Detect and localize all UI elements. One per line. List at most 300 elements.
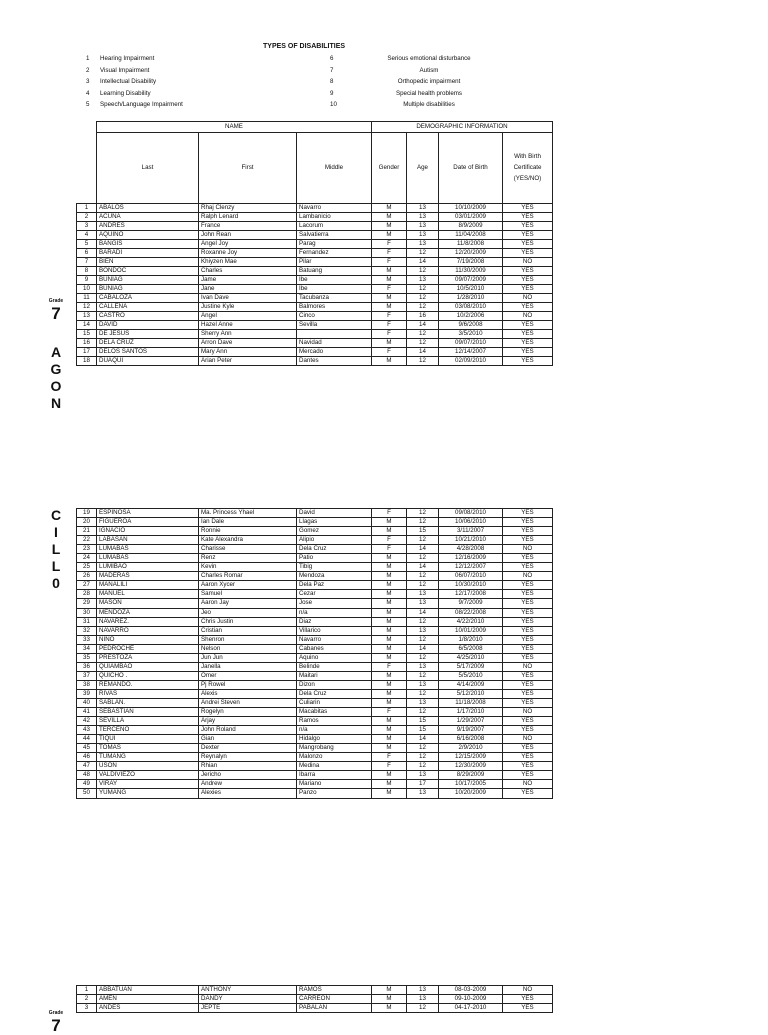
date-of-birth: 12/14/2007 <box>439 348 503 357</box>
legend-number: 9 <box>330 89 334 97</box>
last-name: MASON <box>97 599 199 608</box>
birth-certificate: YES <box>503 509 553 518</box>
row-number: 6 <box>77 248 97 257</box>
row-number: 41 <box>77 708 97 717</box>
date-of-birth: 4/22/2010 <box>439 617 503 626</box>
gender: F <box>372 248 407 257</box>
birth-certificate: YES <box>503 266 553 275</box>
table-row <box>77 626 553 635</box>
gender: M <box>372 744 407 753</box>
first-name: Andrei Steven <box>199 698 297 707</box>
birth-certificate: YES <box>503 339 553 348</box>
row-number: 12 <box>77 303 97 312</box>
last-name: PRESTOZA <box>97 653 199 662</box>
first-name: Sherry Ann <box>199 330 297 339</box>
row-number: 13 <box>77 312 97 321</box>
legend-label: Intellectual Disability <box>100 78 157 85</box>
table-row <box>77 789 553 798</box>
gender: M <box>372 717 407 726</box>
birth-certificate: NO <box>503 662 553 671</box>
row-number: 1 <box>77 203 97 212</box>
table-row <box>77 995 553 1004</box>
gender: M <box>372 527 407 536</box>
date-of-birth: 5/17/2009 <box>439 662 503 671</box>
birth-certificate: YES <box>503 239 553 248</box>
legend-number: 2 <box>86 66 90 74</box>
first-name: Kevin <box>199 563 297 572</box>
last-name: LUMABAS <box>97 554 199 563</box>
legend-label: Hearing Impairment <box>100 55 155 62</box>
gender: F <box>372 708 407 717</box>
first-name: Ivan Dave <box>199 293 297 302</box>
table-row <box>77 698 553 707</box>
last-name: SEBASTIAN <box>97 708 199 717</box>
birth-certificate: YES <box>503 608 553 617</box>
date-of-birth: 2/9/2010 <box>439 744 503 753</box>
date-of-birth: 12/20/2009 <box>439 248 503 257</box>
table-row <box>77 608 553 617</box>
first-name: Khiyzen Mae <box>199 257 297 266</box>
last-name: ABBATUAN <box>97 986 199 995</box>
row-number: 21 <box>77 527 97 536</box>
date-of-birth: 10/5/2010 <box>439 284 503 293</box>
age: 12 <box>407 671 439 680</box>
birth-certificate: YES <box>503 221 553 230</box>
last-name: QUICHO . <box>97 671 199 680</box>
header-demographic: DEMOGRAPHIC INFORMATION <box>372 122 553 133</box>
birth-certificate: NO <box>503 572 553 581</box>
middle-name: Dantes <box>297 357 372 366</box>
table-row <box>77 321 553 330</box>
legend-number: 7 <box>330 66 334 74</box>
table-row <box>77 771 553 780</box>
table-row <box>77 653 553 662</box>
table-row <box>77 266 553 275</box>
birth-certificate: YES <box>503 284 553 293</box>
header-dob: Date of Birth <box>439 133 503 204</box>
first-name: Ronnie <box>199 527 297 536</box>
table-row <box>77 275 553 284</box>
birth-certificate: YES <box>503 617 553 626</box>
table-row <box>77 212 553 221</box>
table-row <box>77 339 553 348</box>
date-of-birth: 11/8/2008 <box>439 239 503 248</box>
middle-name: Salvatierra <box>297 230 372 239</box>
first-name: Nelson <box>199 644 297 653</box>
row-number: 2 <box>77 995 97 1004</box>
birth-certificate: YES <box>503 653 553 662</box>
last-name: YUMANG <box>97 789 199 798</box>
section-name-cillo: C I L L 0 <box>50 507 62 591</box>
birth-certificate: YES <box>503 698 553 707</box>
legend-label: Learning Disability <box>100 89 151 97</box>
birth-certificate: YES <box>503 203 553 212</box>
age: 14 <box>407 608 439 617</box>
birth-certificate: YES <box>503 1004 553 1013</box>
middle-name: Hidalgo <box>297 735 372 744</box>
birth-certificate: YES <box>503 563 553 572</box>
first-name: Rhaj Clenzy <box>199 203 297 212</box>
gender: F <box>372 762 407 771</box>
grade-label-section-1: Grade 7 <box>48 298 64 323</box>
middle-name: Cinco <box>297 312 372 321</box>
birth-certificate: NO <box>503 312 553 321</box>
gender: M <box>372 789 407 798</box>
birth-certificate: YES <box>503 518 553 527</box>
gender: M <box>372 644 407 653</box>
middle-name: Cabanes <box>297 644 372 653</box>
gender: M <box>372 617 407 626</box>
middle-name: Llagas <box>297 518 372 527</box>
first-name: Chris Justin <box>199 617 297 626</box>
age: 15 <box>407 527 439 536</box>
table-row <box>77 357 553 366</box>
first-name: Cristian <box>199 626 297 635</box>
row-number: 31 <box>77 617 97 626</box>
first-name: Dexter <box>199 744 297 753</box>
last-name: LABASAN <box>97 536 199 545</box>
last-name: MANUEL <box>97 590 199 599</box>
date-of-birth: 4/28/2008 <box>439 545 503 554</box>
age: 12 <box>407 554 439 563</box>
age: 13 <box>407 221 439 230</box>
row-number: 14 <box>77 321 97 330</box>
last-name: AQUINO <box>97 230 199 239</box>
table-row <box>77 635 553 644</box>
row-number: 18 <box>77 357 97 366</box>
last-name: PEDROCHE <box>97 644 199 653</box>
row-number: 45 <box>77 744 97 753</box>
last-name: ANDRES <box>97 221 199 230</box>
middle-name: Gomez <box>297 527 372 536</box>
age: 12 <box>407 572 439 581</box>
legend-label: Visual Impairment <box>100 66 150 74</box>
row-number: 10 <box>77 284 97 293</box>
middle-name: Aquino <box>297 653 372 662</box>
table-row <box>77 545 553 554</box>
birth-certificate: NO <box>503 708 553 717</box>
row-number: 43 <box>77 726 97 735</box>
last-name: DELOS SANTOS <box>97 348 199 357</box>
row-number: 50 <box>77 789 97 798</box>
table-row <box>77 689 553 698</box>
age: 12 <box>407 744 439 753</box>
legend-number: 5 <box>86 101 90 108</box>
age: 12 <box>407 518 439 527</box>
table-row <box>77 536 553 545</box>
age: 12 <box>407 536 439 545</box>
first-name: JEPTE <box>199 1004 297 1013</box>
middle-name: Navarro <box>297 635 372 644</box>
middle-name: Balmores <box>297 303 372 312</box>
middle-name: Malonzo <box>297 753 372 762</box>
birth-certificate: NO <box>503 257 553 266</box>
first-name: Aaron Jay <box>199 599 297 608</box>
middle-name: Sevilla <box>297 321 372 330</box>
first-name: Omer <box>199 671 297 680</box>
age: 13 <box>407 230 439 239</box>
birth-certificate: YES <box>503 680 553 689</box>
header-gender: Gender <box>372 133 407 204</box>
age: 12 <box>407 357 439 366</box>
table-row <box>77 662 553 671</box>
middle-name: Navarro <box>297 203 372 212</box>
age: 12 <box>407 303 439 312</box>
middle-name: n/a <box>297 726 372 735</box>
gender: F <box>372 348 407 357</box>
legend-label: Serious emotional disturbance <box>387 55 471 62</box>
age: 15 <box>407 717 439 726</box>
first-name: Jericho <box>199 771 297 780</box>
gender: F <box>372 321 407 330</box>
date-of-birth: 11/18/2008 <box>439 698 503 707</box>
section-name-agon: A G O N <box>50 344 62 411</box>
age: 12 <box>407 753 439 762</box>
row-number: 9 <box>77 275 97 284</box>
date-of-birth: 3/11/2007 <box>439 527 503 536</box>
birth-certificate: NO <box>503 986 553 995</box>
row-number: 8 <box>77 266 97 275</box>
first-name: Alexies <box>199 789 297 798</box>
last-name: CALLENA <box>97 303 199 312</box>
last-name: BIEN <box>97 257 199 266</box>
date-of-birth: 12/15/2009 <box>439 753 503 762</box>
middle-name: Dela Cruz <box>297 689 372 698</box>
first-name: Rogelyn <box>199 708 297 717</box>
middle-name: Ramos <box>297 717 372 726</box>
table-row <box>77 717 553 726</box>
date-of-birth: 09/07/2009 <box>439 275 503 284</box>
row-number: 3 <box>77 1004 97 1013</box>
birth-certificate: NO <box>503 780 553 789</box>
age: 14 <box>407 644 439 653</box>
date-of-birth: 1/29/2007 <box>439 717 503 726</box>
date-of-birth: 03/08/2010 <box>439 303 503 312</box>
row-number: 1 <box>77 986 97 995</box>
middle-name <box>297 330 372 339</box>
last-name: TUMANG <box>97 753 199 762</box>
date-of-birth: 9/7/2009 <box>439 599 503 608</box>
age: 14 <box>407 257 439 266</box>
legend-number: 3 <box>86 78 90 85</box>
first-name: Pj Rowel <box>199 680 297 689</box>
middle-name: Mariano <box>297 780 372 789</box>
first-name: Arron Dave <box>199 339 297 348</box>
last-name: BUNIAG <box>97 275 199 284</box>
first-name: Angel Joy <box>199 239 297 248</box>
date-of-birth: 1/17/2010 <box>439 708 503 717</box>
gender: M <box>372 599 407 608</box>
first-name: Charles Romar <box>199 572 297 581</box>
table-row <box>77 527 553 536</box>
last-name: RIVAS <box>97 689 199 698</box>
middle-name: RAMOS <box>297 986 372 995</box>
middle-name: Lacorum <box>297 221 372 230</box>
row-number: 25 <box>77 563 97 572</box>
middle-name: Tacubanza <box>297 293 372 302</box>
age: 13 <box>407 789 439 798</box>
row-number: 24 <box>77 554 97 563</box>
row-number: 36 <box>77 662 97 671</box>
gender: F <box>372 330 407 339</box>
date-of-birth: 04-17-2010 <box>439 1004 503 1013</box>
gender: M <box>372 671 407 680</box>
date-of-birth: 11/30/2009 <box>439 266 503 275</box>
table-row <box>77 248 553 257</box>
gender: M <box>372 230 407 239</box>
row-number: 3 <box>77 221 97 230</box>
birth-certificate: YES <box>503 230 553 239</box>
date-of-birth: 1/28/2010 <box>439 293 503 302</box>
date-of-birth: 03/01/2009 <box>439 212 503 221</box>
date-of-birth: 7/19/2008 <box>439 257 503 266</box>
date-of-birth: 10/21/2010 <box>439 536 503 545</box>
last-name: NIÑO <box>97 635 199 644</box>
last-name: ABALOS <box>97 203 199 212</box>
legend-number: 10 <box>330 101 337 108</box>
age: 12 <box>407 248 439 257</box>
first-name: Justine Kyle <box>199 303 297 312</box>
last-name: TIQUI <box>97 735 199 744</box>
birth-certificate: YES <box>503 753 553 762</box>
last-name: TOMAS <box>97 744 199 753</box>
age: 12 <box>407 653 439 662</box>
table-row <box>77 599 553 608</box>
legend-label: Orthopedic impairment <box>397 78 461 85</box>
gender: F <box>372 545 407 554</box>
middle-name: Ibe <box>297 275 372 284</box>
table-row <box>77 735 553 744</box>
gender: F <box>372 536 407 545</box>
middle-name: Dizon <box>297 680 372 689</box>
age: 15 <box>407 726 439 735</box>
age: 12 <box>407 689 439 698</box>
row-number: 22 <box>77 536 97 545</box>
table-row <box>77 284 553 293</box>
age: 13 <box>407 275 439 284</box>
gender: M <box>372 357 407 366</box>
birth-certificate: YES <box>503 321 553 330</box>
first-name: John Roland <box>199 726 297 735</box>
middle-name: Jose <box>297 599 372 608</box>
date-of-birth: 06/07/2010 <box>439 572 503 581</box>
row-number: 19 <box>77 509 97 518</box>
date-of-birth: 1/8/2010 <box>439 635 503 644</box>
gender: M <box>372 608 407 617</box>
age: 13 <box>407 599 439 608</box>
first-name: DANDY <box>199 995 297 1004</box>
row-number: 32 <box>77 626 97 635</box>
birth-certificate: YES <box>503 212 553 221</box>
middle-name: Parag <box>297 239 372 248</box>
age: 13 <box>407 212 439 221</box>
date-of-birth: 12/12/2007 <box>439 563 503 572</box>
age: 12 <box>407 266 439 275</box>
age: 13 <box>407 698 439 707</box>
table-row <box>77 509 553 518</box>
gender: M <box>372 986 407 995</box>
table-row <box>77 572 553 581</box>
last-name: ACUÑA <box>97 212 199 221</box>
gender: M <box>372 1004 407 1013</box>
legend-label: Autism <box>419 66 439 74</box>
date-of-birth: 9/6/2008 <box>439 321 503 330</box>
row-number: 7 <box>77 257 97 266</box>
row-number: 49 <box>77 780 97 789</box>
date-of-birth: 12/30/2009 <box>439 762 503 771</box>
row-number: 47 <box>77 762 97 771</box>
age: 12 <box>407 635 439 644</box>
date-of-birth: 08/22/2008 <box>439 608 503 617</box>
row-number: 2 <box>77 212 97 221</box>
age: 12 <box>407 284 439 293</box>
age: 13 <box>407 995 439 1004</box>
gender: F <box>372 509 407 518</box>
first-name: Renz <box>199 554 297 563</box>
middle-name: Belinde <box>297 662 372 671</box>
gender: F <box>372 257 407 266</box>
gender: M <box>372 726 407 735</box>
date-of-birth: 10/01/2009 <box>439 626 503 635</box>
legend-number: 4 <box>86 89 90 97</box>
gender: M <box>372 626 407 635</box>
birth-certificate: YES <box>503 554 553 563</box>
row-number: 29 <box>77 599 97 608</box>
last-name: DELA CRUZ <box>97 339 199 348</box>
table-row <box>77 230 553 239</box>
gender: F <box>372 753 407 762</box>
first-name: Reynalyn <box>199 753 297 762</box>
row-number: 15 <box>77 330 97 339</box>
first-name: Charisse <box>199 545 297 554</box>
date-of-birth: 3/5/2010 <box>439 330 503 339</box>
first-name: Charles <box>199 266 297 275</box>
table-row <box>77 221 553 230</box>
table-row <box>77 1004 553 1013</box>
birth-certificate: YES <box>503 581 553 590</box>
birth-certificate: YES <box>503 275 553 284</box>
first-name: ANTHONY <box>199 986 297 995</box>
header-last: Last <box>97 133 199 204</box>
middle-name: Ibe <box>297 284 372 293</box>
table-row <box>77 644 553 653</box>
date-of-birth: 10/06/2010 <box>439 518 503 527</box>
gender: M <box>372 266 407 275</box>
last-name: AMEN <box>97 995 199 1004</box>
first-name: John Rean <box>199 230 297 239</box>
middle-name: Alipio <box>297 536 372 545</box>
gender: M <box>372 293 407 302</box>
birth-certificate: YES <box>503 348 553 357</box>
table-row <box>77 293 553 302</box>
last-name: SEVILLA <box>97 717 199 726</box>
birth-certificate: YES <box>503 995 553 1004</box>
last-name: LUMABAS <box>97 545 199 554</box>
table-row <box>77 617 553 626</box>
last-name: VIRAY <box>97 780 199 789</box>
middle-name: Mendoza <box>297 572 372 581</box>
date-of-birth: 12/17/2008 <box>439 590 503 599</box>
last-name: BUNIAG <box>97 284 199 293</box>
date-of-birth: 10/2/2006 <box>439 312 503 321</box>
birth-certificate: YES <box>503 590 553 599</box>
middle-name: Navidad <box>297 339 372 348</box>
first-name: Jeo <box>199 608 297 617</box>
middle-name: Ibarra <box>297 771 372 780</box>
first-name: Janella <box>199 662 297 671</box>
birth-certificate: YES <box>503 536 553 545</box>
age: 12 <box>407 581 439 590</box>
